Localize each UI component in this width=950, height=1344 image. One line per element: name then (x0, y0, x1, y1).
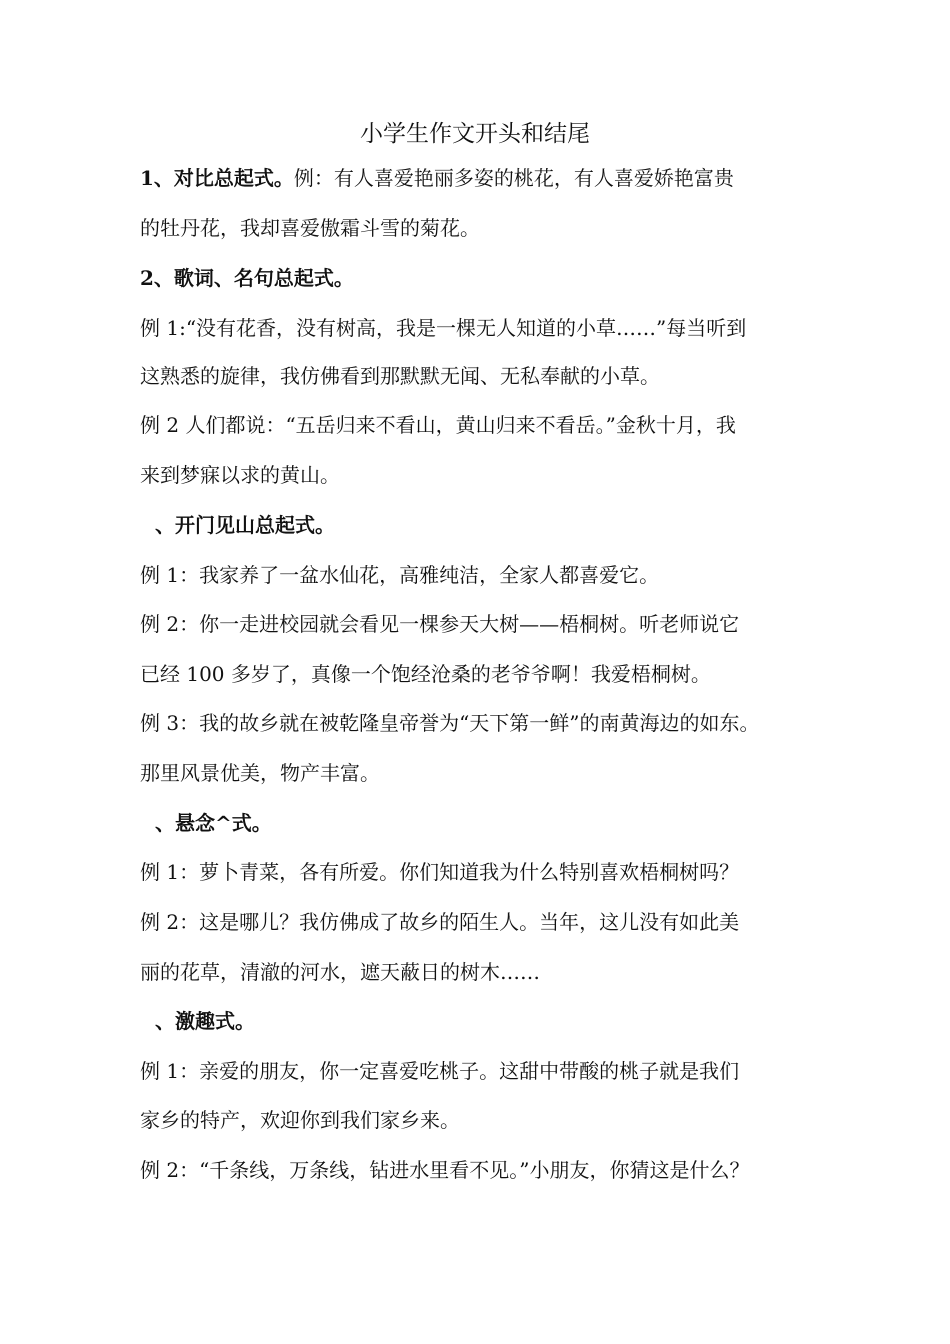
section-5-example-1-line-2: 家乡的特产，欢迎你到我们家乡来。 (140, 1108, 460, 1132)
section-1-example-text: 例：有人喜爱艳丽多姿的桃花，有人喜爱娇艳富贵 (293, 166, 734, 190)
section-5-heading: 、激趣式。 (155, 1009, 255, 1033)
section-2-example-2-line-2: 来到梦寐以求的黄山。 (140, 463, 340, 487)
section-4-heading: 、悬念^式。 (155, 811, 272, 835)
section-1-heading: 1、对比总起式。 (140, 166, 294, 190)
section-5-example-2-line-1: 例 2：“千条线，万条线，钻进水里看不见。”小朋友，你猜这是什么？ (140, 1158, 750, 1182)
section-2-example-1-line-2: 这熟悉的旋律，我仿佛看到那默默无闻、无私奉献的小草。 (140, 364, 660, 388)
section-4-example-2-line-1: 例 2：这是哪儿？我仿佛成了故乡的陌生人。当年，这儿没有如此美 (140, 910, 740, 934)
section-2-example-2-line-1: 例 2 人们都说：“五岳归来不看山，黄山归来不看岳。”金秋十月，我 (140, 413, 736, 437)
section-5-example-1-line-1: 例 1：亲爱的朋友，你一定喜爱吃桃子。这甜中带酸的桃子就是我们 (140, 1059, 740, 1083)
section-3-example-2-line-2: 已经 100 多岁了，真像一个饱经沧桑的老爷爷啊！我爱梧桐树。 (140, 662, 711, 686)
section-4-example-1-line-1: 例 1：萝卜青菜，各有所爱。你们知道我为什么特别喜欢梧桐树吗？ (140, 860, 740, 884)
section-2-example-1-line-1: 例 1:“没有花香，没有树高，我是一棵无人知道的小草……”每当听到 (140, 316, 747, 340)
section-3-example-2-line-1: 例 2：你一走进校园就会看见一棵参天大树——梧桐树。听老师说它 (140, 612, 740, 636)
section-2-heading: 2、歌词、名句总起式。 (140, 266, 354, 290)
document-title: 小学生作文开头和结尾 (360, 121, 590, 147)
section-1-line-2: 的牡丹花，我却喜爱傲霜斗雪的菊花。 (140, 216, 480, 240)
section-3-heading: 、开门见山总起式。 (155, 513, 335, 537)
section-4-example-2-line-2: 丽的花草，清澈的河水，遮天蔽日的树木…… (140, 960, 540, 984)
section-3-example-3-line-2: 那里风景优美，物产丰富。 (140, 761, 380, 785)
section-1-line-1 (140, 163, 734, 193)
section-3-example-1-line-1: 例 1：我家养了一盆水仙花，高雅纯洁，全家人都喜爱它。 (140, 563, 660, 587)
section-3-example-3-line-1: 例 3：我的故乡就在被乾隆皇帝誉为“天下第一鲜”的南黄海边的如东。 (140, 711, 760, 735)
